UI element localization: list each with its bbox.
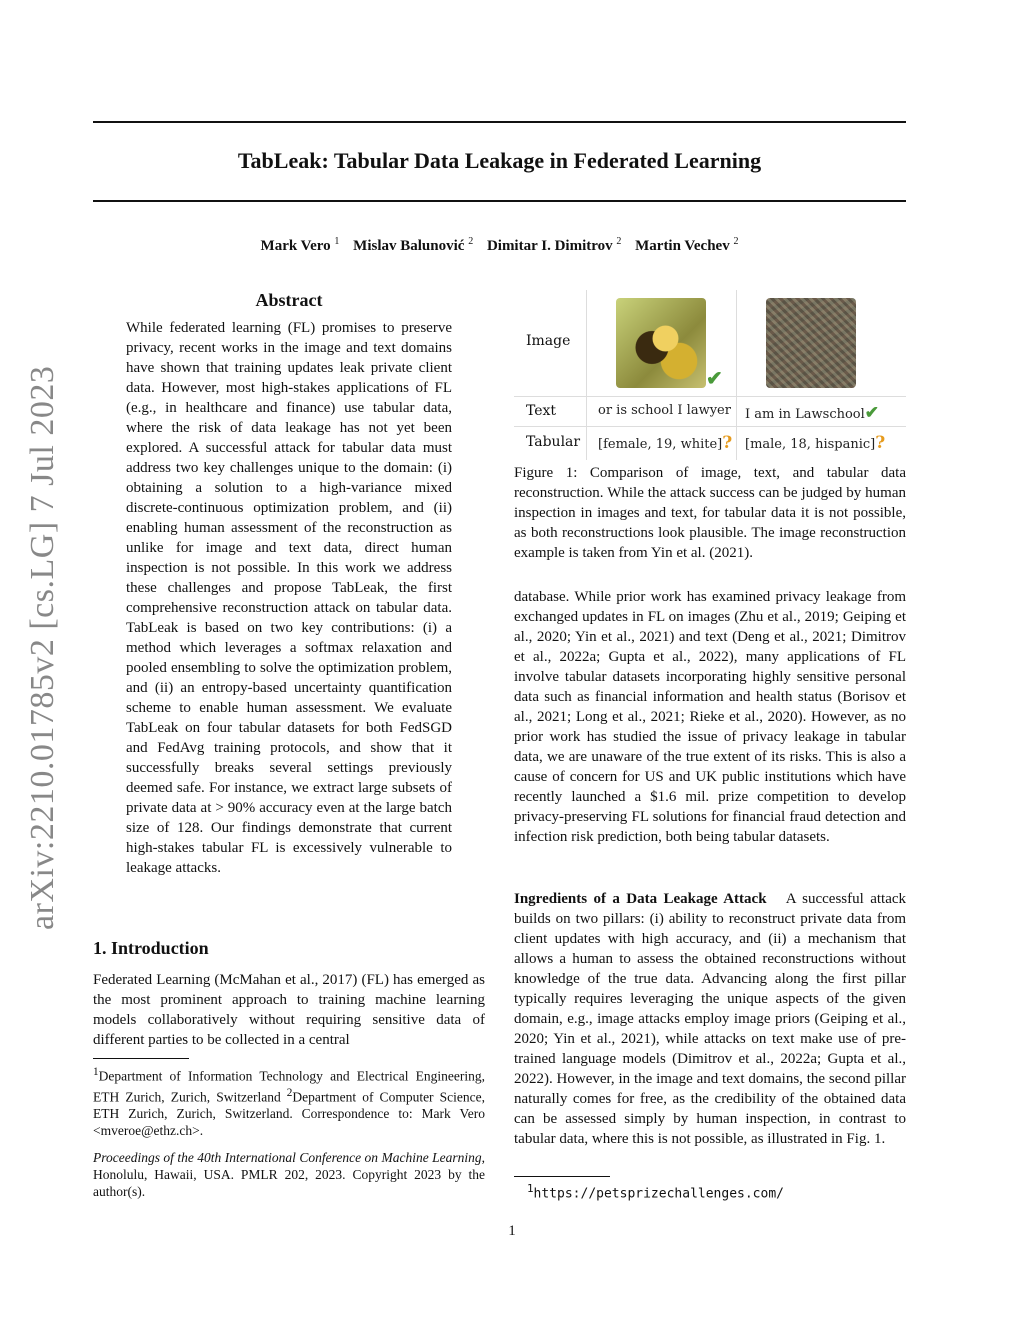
figure-divider	[586, 290, 587, 460]
title-bottom-rule	[93, 200, 906, 202]
text-reconstruction-b: I am in Lawschool✔	[745, 403, 880, 423]
abstract-heading: Abstract	[255, 290, 323, 310]
author-list	[93, 236, 906, 255]
ingredients-heading: Ingredients of a Data Leakage Attack	[514, 891, 767, 907]
text-reconstruction-a: or is school I lawyer	[598, 403, 731, 418]
page-number: 1	[508, 1223, 516, 1239]
check-icon: ✔	[864, 403, 880, 423]
introduction-text-continued: database. While prior work has examined privacy leakage from exchanged updates in FL on images (Zhu et al., 2019; Geiping et al., 2020; Yin et al., 2021) and text (Deng et al., 2021; Dimitrov et al., 2022a; Gupta et al., 2022), many applications of FL involve tabular datasets incorporating highly sensitive personal data such as financial information and health status (Borisov et al., 2021; Long et al., 2021; Rieke et al., 2020). However, as no prior work has studied the issue of privacy leakage in tabular data, we are unaware of the true extent of its risks. This is also a cause of concern for US and UK public institutions which have recently launched a $1.6 mil. prize competition to develop privacy-preserving FL solutions for financial fraud detection and infection risk prediction, both being tabular datasets.	[514, 589, 906, 845]
footnote-rule	[93, 1058, 189, 1059]
question-icon: ?	[875, 433, 886, 453]
introduction-text: Federated Learning (McMahan et al., 2017) (FL) has emerged as the most prominent approach to training machine learning models collaboratively without requiring sensitive data of different parties to be collected in a central	[93, 972, 485, 1048]
author: Mislav Balunović $^2$	[353, 236, 474, 254]
author: Dimitar I. Dimitrov $^2$	[486, 236, 622, 254]
reconstructed-bee-image	[616, 298, 706, 388]
figure-divider	[514, 396, 906, 397]
figure-row-label-tabular: Tabular	[526, 434, 581, 450]
author: Mark Vero $^1$	[260, 236, 340, 254]
section-heading-introduction: 1. Introduction	[93, 938, 209, 958]
arxiv-identifier[interactable]: arXiv:2210.01785v2 [cs.LG] 7 Jul 2023	[24, 365, 61, 930]
top-rule	[93, 121, 906, 123]
figure-caption: Figure 1: Comparison of image, text, and tabular data reconstruction. While the attack success can be judged by human inspection in images and text, for tabular data it is not possible, as both reconstructions look plausible. The image reconstruction example is taken from Yin et al. (2021).	[514, 465, 906, 561]
tabular-reconstruction-a: [female, 19, white]?	[598, 433, 733, 453]
ingredients-paragraph: Ingredients of a Data Leakage Attack A successful attack builds on two pillars: (i) ability to reconstruct private data from client updates with high accuracy, and (ii) a mechanism that allows a human to assess the obtained reconstructions without knowledge of the true data. Advancing along the first pillar typically requires leveraging the unique aspects of the given domain, e.g., image attacks employ image priors (Geiping et al., 2020; Yin et al., 2021), while attacks on text make use of pre-trained language models (Dimitrov et al., 2022a; Gupta et al., 2022). However, in the image and text domains, the second pillar naturally comes for free, as the credibility of the obtained data can be assessed simply by human inspection, in contrast to tabular data, where this is not possible, as illustrated in Fig. 1.	[514, 891, 907, 1147]
tabular-reconstruction-b: [male, 18, hispanic]?	[745, 433, 886, 453]
figure-row-label-text: Text	[526, 403, 557, 419]
affiliation-footnote: $^1$Department of Information Technology and Electrical Engineering, ETH Zurich, Zurich, Switzerland $^2$Department of Computer Science, ETH Zurich, Zurich, Switzerland. Correspondence to: Mark Vero <mveroe@ethz.ch>.	[93, 1066, 485, 1138]
footnote-url[interactable]: $^1$https://petsprizechallenges.com/	[527, 1182, 784, 1202]
footnote-rule	[514, 1176, 610, 1177]
question-icon: ?	[722, 433, 733, 453]
abstract-text: While federated learning (FL) promises to preserve privacy, recent works in the image and text domains have shown that training updates leak private client data. However, most high-stakes applications of FL (e.g., in healthcare and finance) use tabular data, where the risk of data leakage has not yet been explored. A successful attack for tabular data must address two key challenges unique to the domain: (i) obtaining a solution to a high-variance mixed discrete-continuous optimization problem, and (ii) enabling human assessment of the reconstruction as unlike for image and text data, direct human inspection is not possible. In this work we address these challenges and propose TabLeak, the first comprehensive reconstruction attack on tabular data. TabLeak is based on two key contributions: (i) a method which leverages a softmax relaxation and pooled ensembling to solve the optimization problem, and (ii) an entropy-based uncertainty quantification scheme to enable human assessment. We evaluate TabLeak on four tabular datasets for both FedSGD and FedAvg training protocols, and show that it successfully breaks several settings previously deemed safe. For instance, we extract large subsets of private data at > 90% accuracy even at the large batch size of 128. Our findings demonstrate that current high-stakes tabular FL is excessively vulnerable to leakage attacks.	[126, 320, 452, 876]
figure-row-label-image: Image	[526, 333, 571, 349]
figure-divider	[514, 426, 906, 427]
author: Martin Vechev $^2$	[635, 236, 739, 254]
paper-title: TabLeak: Tabular Data Leakage in Federated Learning	[237, 148, 762, 173]
reconstructed-noisy-image	[766, 298, 856, 388]
proceedings-note: Proceedings of the 40th International Conference on Machine Learning, Honolulu, Hawaii, USA. PMLR 202, 2023. Copyright 2023 by the author(s).	[93, 1150, 485, 1199]
figure-divider	[736, 290, 737, 460]
check-icon: ✔	[706, 366, 723, 390]
